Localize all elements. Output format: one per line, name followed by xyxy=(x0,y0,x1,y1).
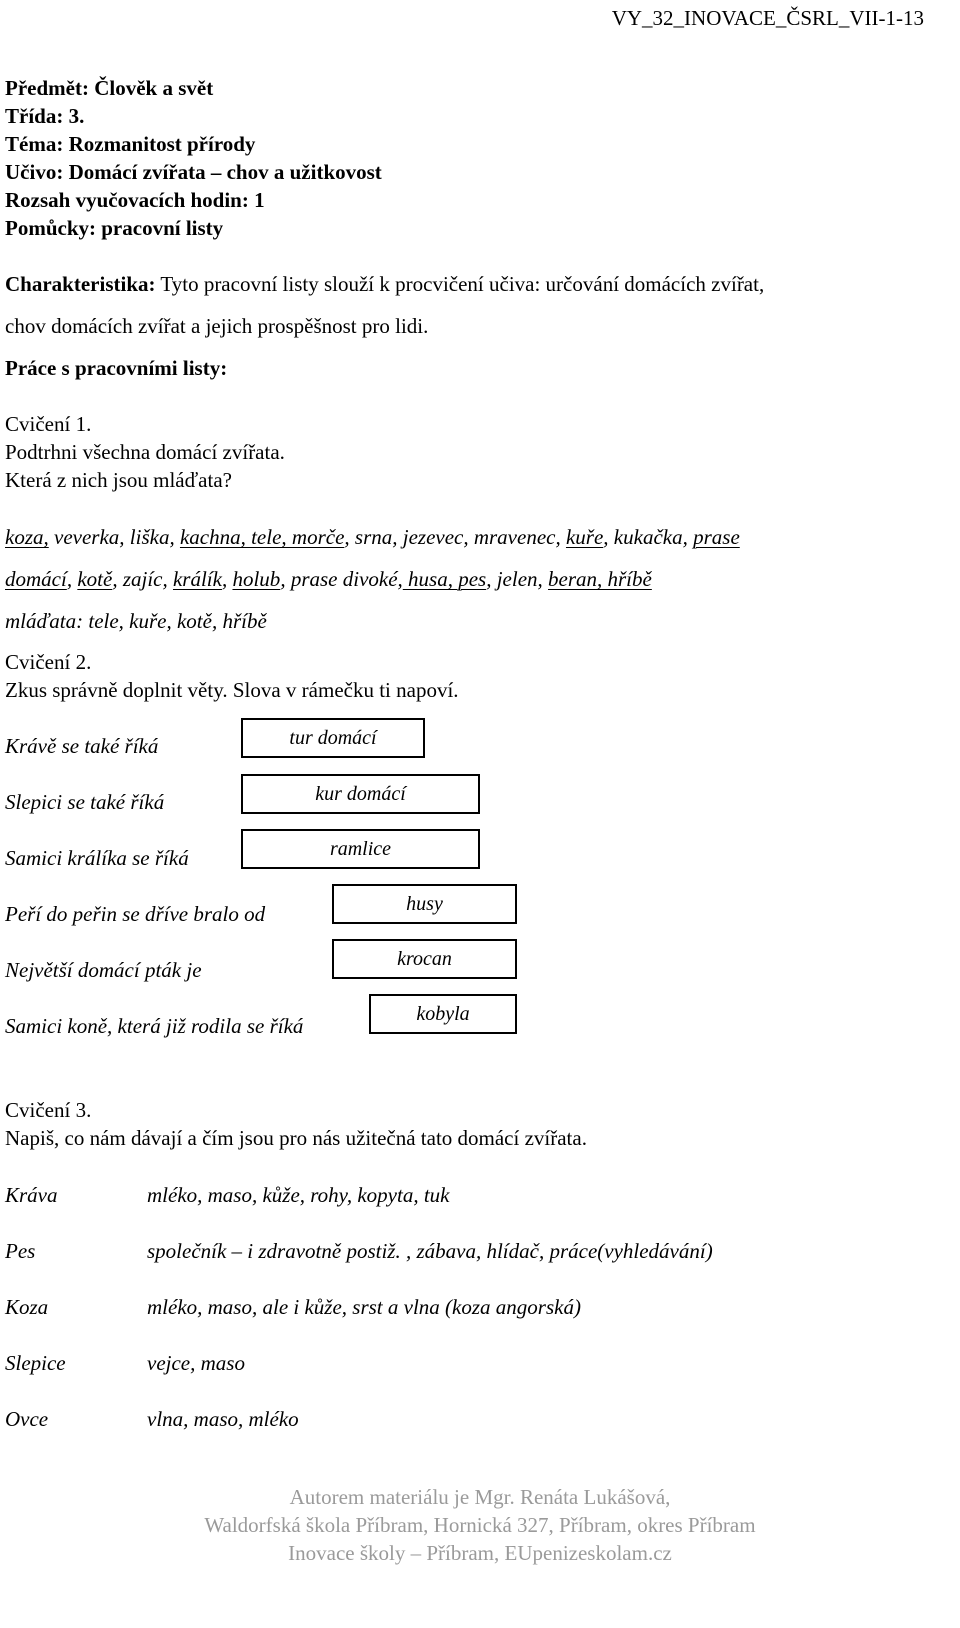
word-segment: , prase divoké, xyxy=(280,567,403,591)
underlined-word: koza, xyxy=(5,525,49,549)
word-segment: , srna, jezevec, mravenec, xyxy=(344,525,566,549)
meta-topic: Téma: Rozmanitost přírody xyxy=(5,132,256,156)
ex1-word-list-line-2 xyxy=(5,565,652,593)
ex3-animal-3: Koza xyxy=(5,1295,49,1319)
word-segment: , jelen, xyxy=(486,567,549,591)
ex1-instruction-1: Podtrhni všechna domácí zvířata. xyxy=(5,440,285,464)
meta-grade: Třída: 3. xyxy=(5,104,85,128)
ex2-answer-box-5 xyxy=(332,939,517,979)
characteristic-line-2: chov domácích zvířat a jejich prospěšnost pro lidi. xyxy=(5,314,429,338)
ex3-animal-1: Kráva xyxy=(5,1183,58,1207)
underlined-word: prase xyxy=(693,525,740,549)
underlined-word: beran, hříbě xyxy=(548,567,652,591)
characteristic-line-1: Charakteristika: Tyto pracovní listy slouží k procvičení učiva: určování domácích zvířat, xyxy=(5,272,765,296)
ex3-instruction: Napiš, co nám dávají a čím jsou pro nás užitečná tato domácí zvířata. xyxy=(5,1126,587,1150)
ex2-answer-box-1 xyxy=(241,718,425,758)
ex2-sentence-2: Slepici se také říká xyxy=(5,790,165,814)
ex2-answer-2: kur domácí xyxy=(315,782,406,805)
word-segment: , kukačka, xyxy=(603,525,694,549)
ex2-answer-3: ramlice xyxy=(329,837,392,860)
footer-author: Autorem materiálu je Mgr. Renáta Lukášová, xyxy=(289,1485,671,1509)
ex2-answer-box-2 xyxy=(241,774,480,814)
word-segment: , zajíc, xyxy=(112,567,173,591)
meta-aids: Pomůcky: pracovní listy xyxy=(5,216,224,240)
ex3-title: Cvičení 3. xyxy=(5,1098,92,1122)
ex2-answer-1: tur domácí xyxy=(289,726,377,749)
ex2-sentence-6: Samici koně, která již rodila se říká xyxy=(5,1014,304,1038)
ex1-instruction-2: Která z nich jsou mláďata? xyxy=(5,468,232,492)
ex2-answer-box-3 xyxy=(241,829,480,869)
ex2-title: Cvičení 2. xyxy=(5,650,92,674)
ex3-uses-3: mléko, maso, ale i kůže, srst a vlna (koza angorská) xyxy=(147,1295,581,1319)
underlined-word: husa, pes xyxy=(402,567,487,591)
work-heading: Práce s pracovními listy: xyxy=(5,356,228,380)
ex2-sentence-4: Peří do peřin se dříve bralo od xyxy=(5,902,266,926)
ex2-instruction: Zkus správně doplnit věty. Slova v rámečku ti napoví. xyxy=(5,678,459,702)
word-segment: veverka, liška, xyxy=(48,525,180,549)
ex1-answer: mláďata: tele, kuře, kotě, hříbě xyxy=(5,609,267,633)
ex2-answer-4: husy xyxy=(406,892,443,915)
ex2-answer-box-6 xyxy=(369,994,517,1034)
meta-curriculum: Učivo: Domácí zvířata – chov a užitkovost xyxy=(5,160,382,184)
underlined-word: králík xyxy=(172,567,222,591)
ex3-animal-4: Slepice xyxy=(5,1351,66,1375)
ex3-uses-1: mléko, maso, kůže, rohy, kopyta, tuk xyxy=(147,1183,450,1207)
underlined-word: holub xyxy=(232,567,281,591)
word-segment: , xyxy=(66,567,78,591)
ex3-uses-2: společník – i zdravotně postiž. , zábava, hlídač, práce(vyhledávání) xyxy=(147,1239,713,1263)
footer-project: Inovace školy – Příbram, EUpenizeskolam.cz xyxy=(288,1541,672,1565)
ex2-sentence-1: Krávě se také říká xyxy=(5,734,159,758)
underlined-word: kuře xyxy=(565,525,604,549)
meta-hours: Rozsah vyučovacích hodin: 1 xyxy=(5,188,265,212)
word-segment: , xyxy=(221,567,233,591)
footer-school: Waldorfská škola Příbram, Hornická 327, Příbram, okres Příbram xyxy=(204,1513,756,1537)
ex3-uses-5: vlna, maso, mléko xyxy=(147,1407,299,1431)
underlined-word: kotě xyxy=(77,567,113,591)
ex3-uses-4: vejce, maso xyxy=(147,1351,245,1375)
meta-subject: Předmět: Člověk a svět xyxy=(5,76,214,100)
ex2-answer-box-4 xyxy=(332,884,517,924)
underlined-word: kachna, tele, morče xyxy=(179,525,345,549)
ex2-answer-5: krocan xyxy=(397,947,452,970)
ex2-sentence-3: Samici králíka se říká xyxy=(5,846,189,870)
document-code: VY_32_INOVACE_ČSRL_VII-1-13 xyxy=(611,6,924,30)
ex2-sentence-5: Největší domácí pták je xyxy=(5,958,202,982)
underlined-word: domácí xyxy=(5,567,67,591)
ex3-animal-2: Pes xyxy=(5,1239,36,1263)
ex1-word-list-line-1 xyxy=(5,523,740,551)
ex1-title: Cvičení 1. xyxy=(5,412,92,436)
ex2-answer-6: kobyla xyxy=(416,1002,470,1025)
ex3-animal-5: Ovce xyxy=(5,1407,49,1431)
